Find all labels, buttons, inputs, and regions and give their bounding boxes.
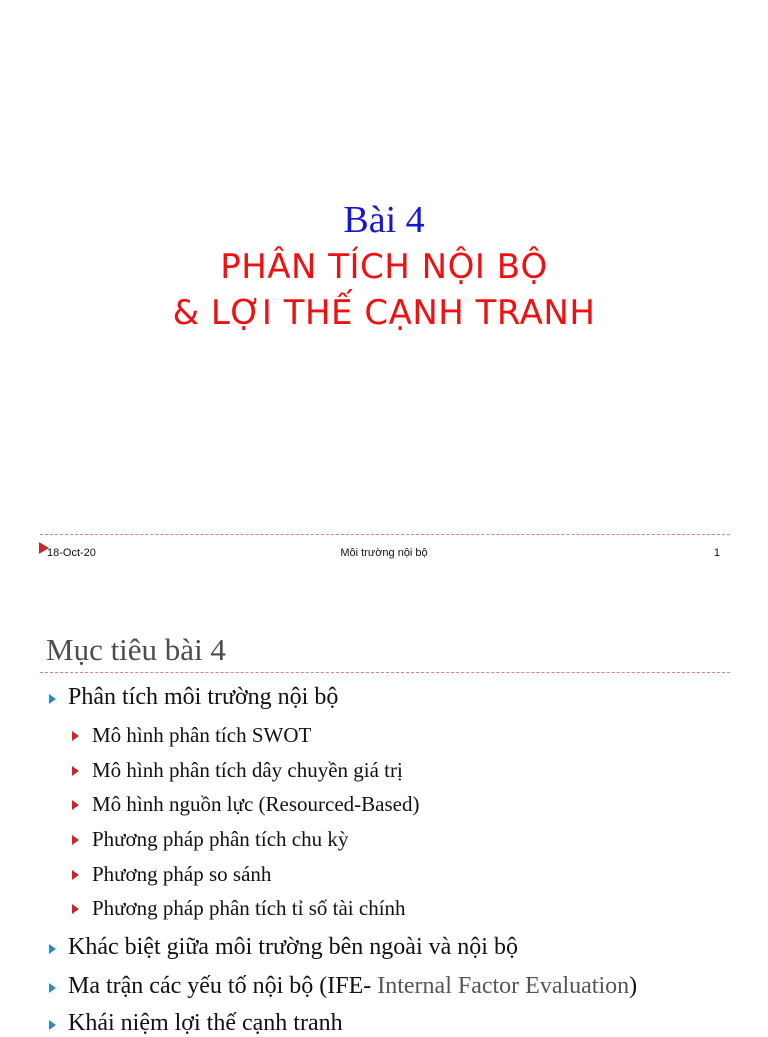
- slide-title-line-1: PHÂN TÍCH NỘI BỘ: [220, 247, 548, 287]
- sub-bullet-arrow-icon: [72, 731, 79, 741]
- sub-bullet-arrow-icon: [72, 835, 79, 845]
- sub-list-item: Mô hình phân tích SWOT: [92, 723, 312, 747]
- title-divider: [40, 672, 730, 673]
- list-item: Phân tích môi trường nội bộ: [68, 684, 339, 710]
- sub-list-item: Mô hình phân tích dây chuyền giá trị: [92, 758, 403, 782]
- slide-title-line-2: & LỢI THẾ CẠNH TRANH: [172, 293, 596, 333]
- list-item: [68, 973, 637, 1000]
- sub-list-item: Phương pháp so sánh: [92, 862, 272, 886]
- footer-date: 18-Oct-20: [47, 547, 96, 559]
- bullet-arrow-icon: [49, 983, 56, 993]
- sub-list-item: Mô hình nguồn lực (Resourced-Based): [92, 792, 420, 816]
- sub-bullet-arrow-icon: [72, 766, 79, 776]
- list-item-closing: ): [629, 973, 638, 999]
- sub-list-item: Phương pháp phân tích tỉ số tài chính: [92, 896, 406, 920]
- sub-bullet-arrow-icon: [72, 870, 79, 880]
- list-item-main: Ma trận các yếu tố nội bộ (IFE-: [68, 973, 378, 999]
- list-item: Khác biệt giữa môi trường bên ngoài và nội bộ: [68, 934, 518, 960]
- sub-bullet-arrow-icon: [72, 800, 79, 810]
- footer-topic: Môi trường nội bộ: [340, 547, 428, 559]
- bullet-arrow-icon: [49, 944, 56, 954]
- lesson-number: Bài 4: [343, 199, 425, 241]
- objectives-slide: [0, 580, 768, 1036]
- bullet-arrow-icon: [49, 1020, 56, 1030]
- list-item-english: Internal Factor Evaluation: [377, 973, 630, 999]
- footer-page-number: 1: [713, 547, 720, 559]
- sub-list-item: Phương pháp phân tích chu kỳ: [92, 827, 349, 851]
- objectives-title: Mục tiêu bài 4: [46, 632, 226, 667]
- footer-divider: [40, 534, 730, 535]
- bullet-arrow-icon: [49, 694, 56, 704]
- list-item: Khái niệm lợi thế cạnh tranh: [68, 1010, 343, 1036]
- sub-bullet-arrow-icon: [72, 904, 79, 914]
